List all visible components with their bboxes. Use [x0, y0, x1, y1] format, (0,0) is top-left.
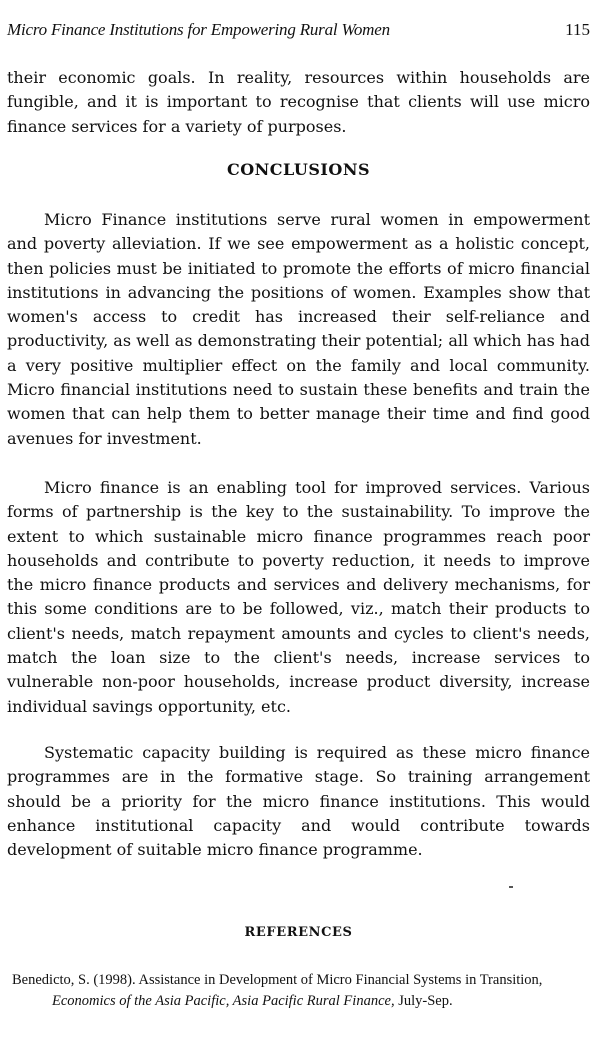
conclusions-paragraph-2: Micro finance is an enabling tool for improved services. Various forms of partnership is the key to the sustainability. To improve the extent to which sustainable micro finance programmes reach poor households and contribute to poverty reduction, it needs to improve the micro finance products and services and delivery mechanisms, for this some conditions are to be followed, viz., match their products to client's needs, match repayment amounts and cycles to client's needs, match the loan size to the client's needs, increase services to vulnerable non-poor households, increase product diversity, increase individual savings opportunity, etc.	[7, 478, 590, 716]
running-head	[7, 18, 590, 42]
stray-mark	[509, 886, 513, 888]
reference-author-year: Benedicto, S. (1998).	[12, 972, 136, 988]
reference-title: Assistance in Development of Micro Financial Systems in Transition,	[138, 972, 543, 988]
page-number: 115	[565, 20, 590, 39]
references-heading: REFERENCES	[244, 925, 353, 940]
conclusions-paragraph-1: Micro Finance institutions serve rural women in empowerment and poverty alleviation. If we see empowerment as a holistic concept, then policies must be initiated to promote the efforts of micro financial institutions in advancing the positions of women. Examples show that women's access to credit has increased their self-reliance and productivity, as well as demonstrating their potential; all which has had a very positive multiplier effect on the family and local community. Micro financial institutions need to sustain these benefits and train the women that can help them to better manage their time and find good avenues for investment.	[7, 210, 590, 448]
conclusions-paragraph-3: Systematic capacity building is required as these micro finance programmes are in the formative stage. So training arrangement should be a priority for the micro finance institutions. This would enhance institutional capacity and would contribute towards development of suitable micro finance programme.	[7, 743, 590, 860]
reference-entry	[12, 970, 592, 1011]
conclusions-heading: CONCLUSIONS	[226, 160, 370, 179]
intro-paragraph: their economic goals. In reality, resources within households are fungible, and it is important to recognise that clients will use micro finance services for a variety of purposes.	[7, 68, 590, 136]
reference-date: July-Sep.	[398, 992, 453, 1009]
reference-journal: Economics of the Asia Pacific, Asia Pacific Rural Finance,	[52, 992, 395, 1009]
running-head-title: Micro Finance Institutions for Empowering Rural Women	[7, 20, 390, 39]
